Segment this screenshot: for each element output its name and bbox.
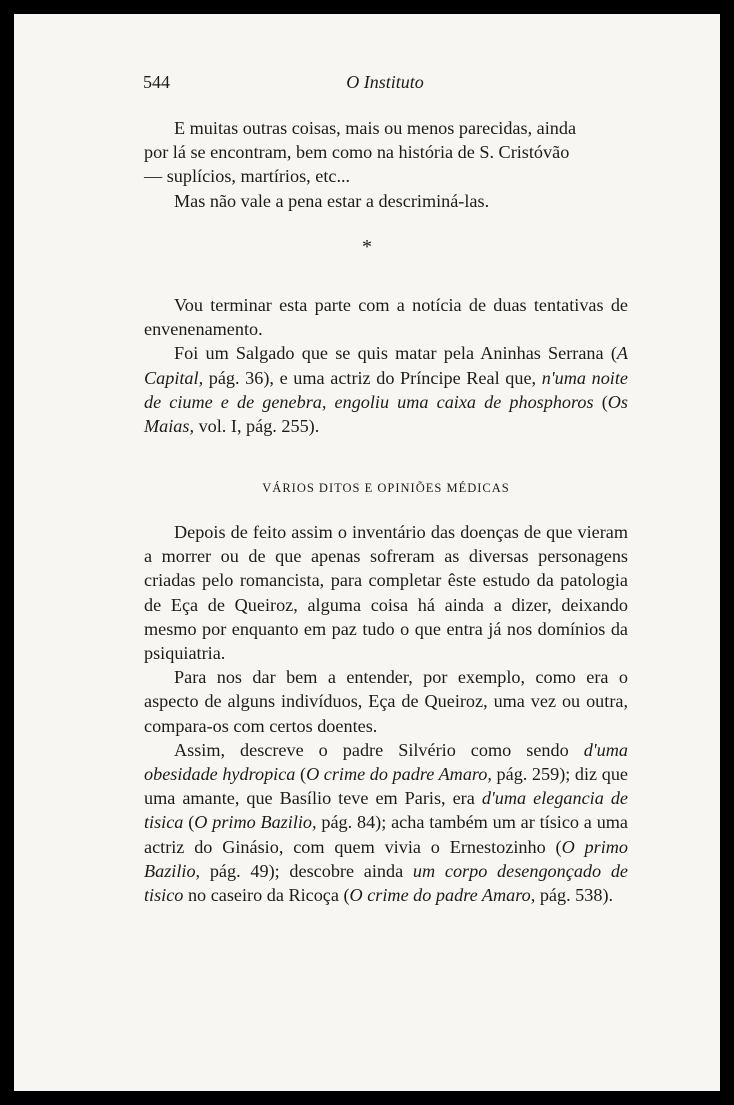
opening-paragraphs: [144, 116, 628, 213]
paragraph-poisoning-intro: Vou terminar esta parte com a notícia de duas tentativas de envenenamento.: [144, 295, 628, 340]
journal-title: O Instituto: [346, 72, 424, 92]
text-run: (: [593, 391, 608, 412]
paragraph-aspect: Para nos dar bem a entender, por exemplo, como era o aspecto de alguns indivíduos, Eça de Queiroz, uma vez ou outra, compara-os com certos doentes.: [144, 667, 628, 736]
quotation: um corpo desengonçado de tisico: [144, 860, 629, 906]
paragraph-other-things: [144, 116, 628, 164]
paragraph-examples: [144, 738, 628, 907]
medical-remarks-paragraphs: [144, 520, 628, 907]
work-title: O primo Bazilio,: [194, 812, 317, 833]
text-run: vol. I, pág. 255).: [194, 416, 320, 437]
text-run: pág. 538).: [535, 885, 614, 906]
poisoning-paragraphs: [144, 293, 628, 438]
text-run: (: [295, 764, 307, 785]
running-head: [143, 72, 627, 96]
paragraph-inventory: Depois de feito assim o inventário das doenças de que vieram a morrer ou de que apenas sofreram as diversas personagens criadas pelo romancista, para completar êste estudo da patologia de Eça de Queiroz, alguma coisa há ainda a dizer, deixando mesmo por enquanto em paz tudo o que entra já nos domínios da psiquiatria.: [144, 522, 628, 664]
paragraph-poisoning-cases: [144, 341, 628, 438]
page-number: 544: [143, 72, 170, 92]
text-run: pág. 259); diz que uma amante, que Basílio teve em Paris, era: [144, 764, 628, 809]
text-run: pág. 84); acha também um ar tísico a uma actriz do Ginásio, com quem vivia o Ernestozinho (: [144, 812, 629, 857]
line: por lá se encontram, bem como na história de S. Cristóvão: [144, 142, 570, 163]
line: — suplícios, martírios, etc...: [144, 166, 351, 187]
paragraph-continuation: [144, 164, 628, 188]
work-title: A Capital,: [144, 343, 628, 388]
text-run: (: [183, 812, 195, 833]
text-run: no caseiro da Ricoça (: [183, 885, 350, 906]
text-run: pág. 36), e uma actriz do Príncipe Real que,: [203, 367, 542, 388]
text-run: Assim, descreve o padre Silvério como sendo: [174, 739, 584, 760]
text-run: pág. 49); descobre ainda: [200, 860, 413, 881]
work-title: O crime do padre Amaro,: [349, 885, 536, 906]
section-heading: VÁRIOS DITOS E OPINIÕES MÉDICAS: [262, 481, 510, 495]
paragraph-not-worth: Mas não vale a pena estar a descriminá-las.: [174, 190, 490, 211]
quotation: d'uma obesidade hydropica: [144, 739, 628, 785]
work-title: O primo Bazilio,: [144, 836, 628, 881]
quotation: d'uma elegancia de tisica: [144, 788, 628, 833]
work-title: Os Maias,: [144, 391, 628, 437]
section-separator-asterisk: *: [362, 236, 372, 258]
work-title: O crime do padre Amaro,: [306, 764, 492, 785]
line: E muitas outras coisas, mais ou menos parecidas, ainda: [174, 118, 577, 138]
text-run: Foi um Salgado que se quis matar pela Aninhas Serrana (: [174, 343, 617, 364]
quotation: n'uma noite de ciume e de genebra, engoliu uma caixa de phosphoros: [144, 367, 628, 412]
